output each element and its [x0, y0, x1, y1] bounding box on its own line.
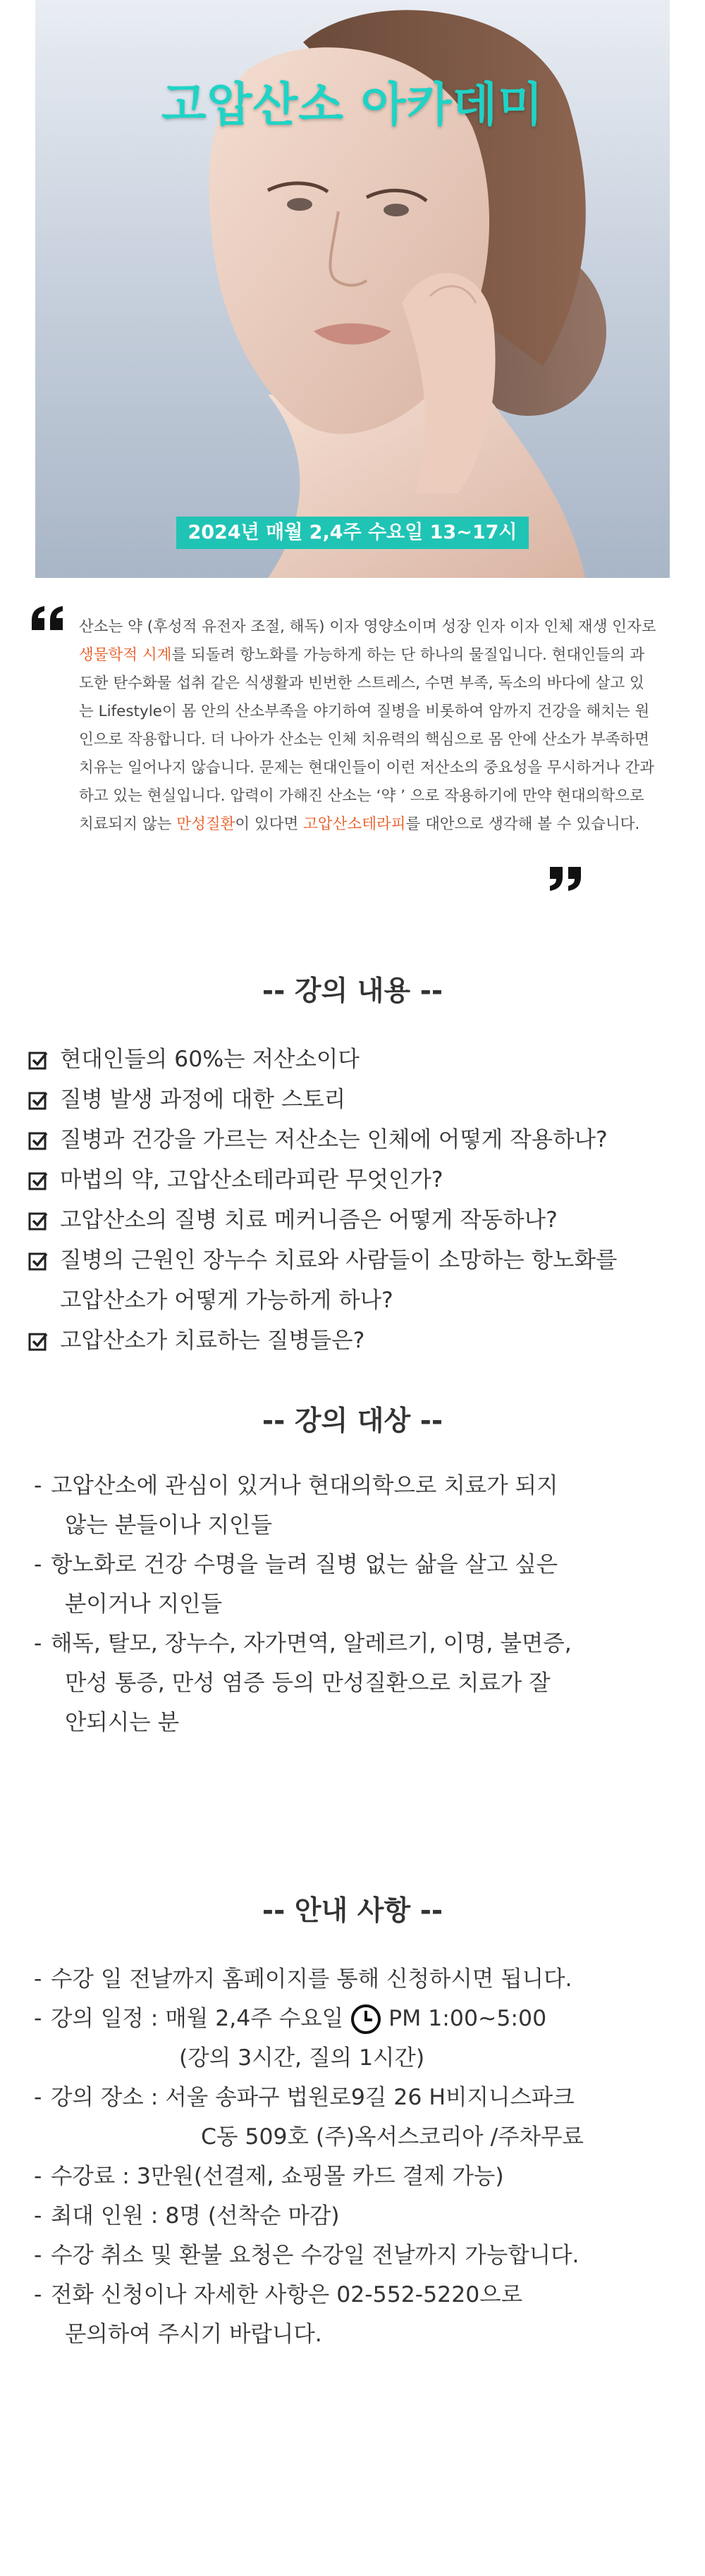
- list-item: [28, 1200, 684, 1240]
- list-item-text-continued: 분이거나 지인들: [65, 1591, 223, 1617]
- check-box-icon: [28, 1090, 48, 1110]
- quote-open-icon: [30, 606, 67, 631]
- list-item-text: 질병과 건강을 가르는 저산소는 인체에 어떻게 작용하나?: [60, 1127, 608, 1152]
- fee-text: 수강료 : 3만원(선결제, 쇼핑몰 카드 결제 가능): [51, 2164, 504, 2189]
- hero-banner: [35, 0, 670, 578]
- check-box-icon: [28, 1331, 48, 1351]
- highlight-biological-clock: 생물학적 시계: [79, 646, 172, 664]
- hero-title: 고압산소 아카데미: [161, 78, 544, 132]
- schedule-label: 강의 일정 : 매월 2,4주 수요일: [51, 2006, 344, 2031]
- quote-text-part-1: 산소는 약 (후성적 유전자 조절, 해독) 이자 영양소이며 성장 인자 이자 인체 재생 인자로: [79, 618, 656, 636]
- quote-text-part-3: 이 있다면: [235, 815, 304, 833]
- lecture-content-title: -- 강의 내용 --: [262, 975, 443, 1007]
- list-item-text: 현대인들의 60%는 저산소이다: [60, 1047, 360, 1072]
- list-item-text: - 고압산소에 관심이 있거나 현대의학으로 치료가 되지: [51, 1473, 558, 1498]
- list-item: [28, 1120, 684, 1160]
- notice-apply: [34, 1959, 689, 1999]
- list-item-text: 질병 발생 과정에 대한 스토리: [60, 1087, 346, 1112]
- list-item-text: 고압산소가 치료하는 질병들은?: [60, 1328, 365, 1353]
- lecture-target-list: [34, 1466, 689, 1742]
- notice-apply-text: 수강 일 전날까지 홈페이지를 통해 신청하시면 됩니다.: [51, 1966, 572, 1992]
- quote-text-part-4: 를 대안으로 생각해 볼 수 있습니다.: [405, 815, 640, 833]
- lecture-target-title: -- 강의 대상 --: [262, 1405, 443, 1437]
- check-box-icon: [28, 1251, 48, 1271]
- quote-text-part-2: 를 되돌려 항노화를 가능하게 하는 단 하나의 물질입니다. 현대인들의 과도한 탄수화물 섭취 같은 식생활과 빈번한 스트레스, 수면 부족, 독소의 바다에 살고 있는 Lifestyle이 몸 안의 산소부족을 야기하여 질병을 비롯하여 암까지 건강을 해치는 원인으로 작용합니다. 더 나아가 산소는 인체 치유력의 핵심으로 몸 안에 산소가 부족하면 치유는 일어나지 않습니다. 문제는 현대인들이 이런 저산소의 중요성을 무시하거나 간과하고 있는 현실입니다. 압력이 가해진 산소는 ‘약 ’ 으로 작용하기에 만약 현대의학으로 치료되지 않는: [79, 646, 655, 833]
- highlight-chronic-disease: 만성질환: [176, 815, 235, 833]
- list-item-text: 마법의 약, 고압산소테라피란 무엇인가?: [60, 1167, 443, 1193]
- list-item: [28, 1321, 684, 1361]
- notice-fee: [34, 2157, 689, 2196]
- list-item: [28, 1080, 684, 1120]
- phone-text: - 전화 신청이나 자세한 사항은 02-552-5220으로: [51, 2282, 523, 2307]
- list-item: [34, 1545, 689, 1624]
- check-box-icon: [28, 1171, 48, 1190]
- intro-quote-text: [79, 613, 658, 839]
- list-item-text-continued: 안되시는 분: [65, 1710, 180, 1735]
- list-item-text: 고압산소의 질병 치료 메커니즘은 어떻게 작동하나?: [60, 1207, 558, 1233]
- highlight-hbot-therapy: 고압산소테라피: [303, 815, 406, 833]
- list-item: [28, 1160, 684, 1200]
- list-item-text-continued: 않는 분들이나 지인들: [65, 1512, 272, 1538]
- refund-text: 수강 취소 및 환불 요청은 수강일 전날까지 가능합니다.: [51, 2243, 580, 2268]
- notice-capacity: [34, 2196, 689, 2236]
- schedule-time: PM 1:00~5:00: [388, 2006, 547, 2031]
- check-box-icon: [28, 1050, 48, 1070]
- date-banner: 2024년 매월 2,4주 수요일 13~17시: [176, 517, 529, 549]
- list-item: [28, 1240, 684, 1321]
- clock-icon: [350, 2004, 381, 2035]
- notice-list: [34, 1959, 689, 2354]
- place-sub: C동 509호 (주)옥서스코리아 /주차무료: [201, 2124, 584, 2150]
- schedule-sub: (강의 3시간, 질의 1시간): [179, 2045, 425, 2071]
- list-item-text-continued: 고압산소가 어떻게 가능하게 하나?: [60, 1288, 393, 1313]
- list-item: [34, 1624, 689, 1742]
- list-item: [34, 1466, 689, 1545]
- notice-schedule: [34, 1999, 689, 2078]
- check-box-icon: [28, 1211, 48, 1231]
- list-item-text: - 해독, 탈모, 장누수, 자가면역, 알레르기, 이명, 불면증,: [51, 1631, 572, 1656]
- list-item-text: 질병의 근원인 장누수 치료와 사람들이 소망하는 항노화를: [60, 1247, 618, 1273]
- list-item-text: - 항노화로 건강 수명을 늘려 질병 없는 삶을 살고 싶은: [51, 1552, 558, 1577]
- capacity-text: 최대 인원 : 8명 (선착순 마감): [51, 2203, 340, 2229]
- list-item-text-continued: 만성 통증, 만성 염증 등의 만성질환으로 치료가 잘: [65, 1670, 551, 1696]
- quote-close-icon: [548, 867, 585, 892]
- list-item: [28, 1040, 684, 1080]
- notice-refund: [34, 2236, 689, 2275]
- notice-title: -- 안내 사항 --: [262, 1895, 443, 1927]
- notice-phone: [34, 2275, 689, 2354]
- notice-place: [34, 2078, 689, 2157]
- lecture-content-list: [28, 1040, 684, 1361]
- phone-sub: 문의하여 주시기 바랍니다.: [65, 2322, 322, 2347]
- place-label: - 강의 장소 : 서울 송파구 법원로9길 26 H비지니스파크: [51, 2085, 575, 2110]
- check-box-icon: [28, 1130, 48, 1150]
